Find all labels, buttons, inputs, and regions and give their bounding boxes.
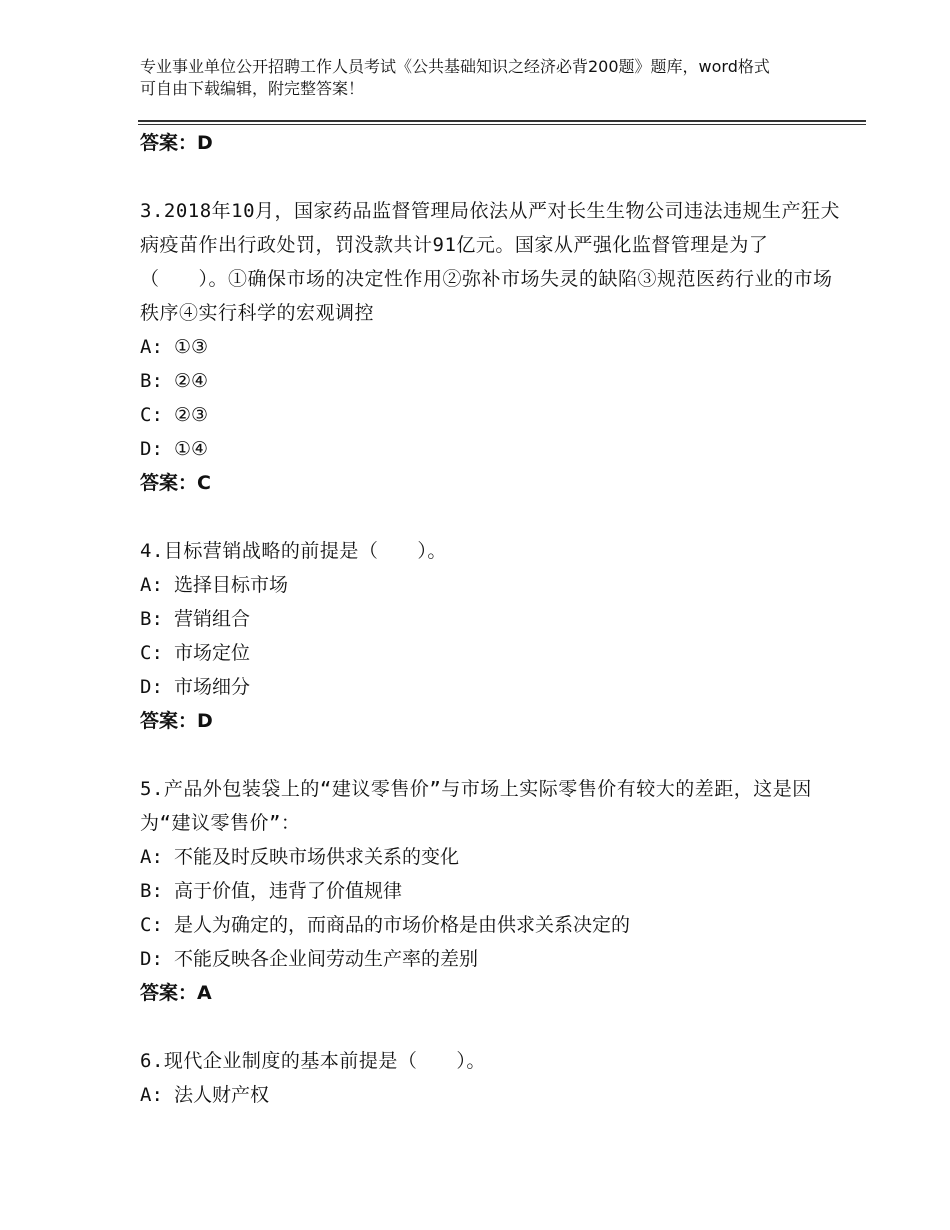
option-d: [140, 670, 840, 704]
option-key: D:: [140, 948, 163, 970]
question-stem: 3.2018年10月，国家药品监督管理局依法从严对长生生物公司违法违规生产狂犬病疫苗作出行政处罚，罚没款共计91亿元。国家从严强化监督管理是为了（ ）。①确保市场的决定性作用②弥补市场失灵的缺陷③规范医药行业的市场秩序④实行科学的宏观调控: [140, 200, 841, 324]
option-key: A:: [140, 336, 163, 358]
question-stem: 5.产品外包装袋上的“建议零售价”与市场上实际零售价有较大的差距，这是因为“建议零售价”：: [140, 778, 812, 834]
question-answer: 答案：D: [140, 710, 213, 732]
option-c: [140, 398, 840, 432]
option-text: 不能反映各企业间劳动生产率的差别: [174, 948, 479, 970]
option-text: ②③: [174, 404, 209, 426]
spacer: [140, 160, 840, 194]
option-text: 选择目标市场: [174, 574, 289, 596]
option-key: C:: [140, 404, 163, 426]
option-text: ①④: [174, 438, 209, 460]
option-d: [140, 432, 840, 466]
option-text: 是人为确定的，而商品的市场价格是由供求关系决定的: [174, 914, 631, 936]
option-key: B:: [140, 370, 163, 392]
option-key: D:: [140, 438, 163, 460]
option-c: [140, 636, 840, 670]
option-text: 法人财产权: [174, 1084, 270, 1106]
option-b: [140, 602, 840, 636]
option-a: [140, 330, 840, 364]
option-a: [140, 568, 840, 602]
option-text: ①③: [174, 336, 209, 358]
option-b: [140, 874, 840, 908]
option-c: [140, 908, 840, 942]
option-key: A:: [140, 1084, 163, 1106]
question-4: [140, 534, 840, 738]
question-5: [140, 772, 840, 1010]
option-d: [140, 942, 840, 976]
option-key: C:: [140, 914, 163, 936]
option-b: [140, 364, 840, 398]
spacer: [140, 738, 840, 772]
header-divider: [138, 120, 866, 125]
option-key: A:: [140, 574, 163, 596]
question-6: [140, 1044, 840, 1112]
previous-answer: 答案：D: [140, 132, 213, 154]
question-stem: 4.目标营销战略的前提是（ ）。: [140, 540, 447, 562]
option-key: D:: [140, 676, 163, 698]
option-text: 高于价值，违背了价值规律: [174, 880, 403, 902]
option-text: 市场细分: [174, 676, 251, 698]
spacer: [140, 1010, 840, 1044]
spacer: [140, 500, 840, 534]
option-a: [140, 840, 840, 874]
option-key: B:: [140, 880, 163, 902]
option-text: 市场定位: [174, 642, 251, 664]
question-answer: 答案：A: [140, 982, 212, 1004]
question-answer: 答案：C: [140, 472, 211, 494]
option-text: 营销组合: [174, 608, 251, 630]
option-text: 不能及时反映市场供求关系的变化: [174, 846, 460, 868]
option-key: B:: [140, 608, 163, 630]
option-key: A:: [140, 846, 163, 868]
option-key: C:: [140, 642, 163, 664]
question-stem: 6.现代企业制度的基本前提是（ ）。: [140, 1050, 486, 1072]
question-3: [140, 194, 840, 500]
option-text: ②④: [174, 370, 209, 392]
option-a: [140, 1078, 840, 1112]
page-header: 专业事业单位公开招聘工作人员考试《公共基础知识之经济必背200题》题库，word格式可自由下载编辑，附完整答案！: [140, 57, 770, 98]
question-list: [140, 126, 840, 1112]
